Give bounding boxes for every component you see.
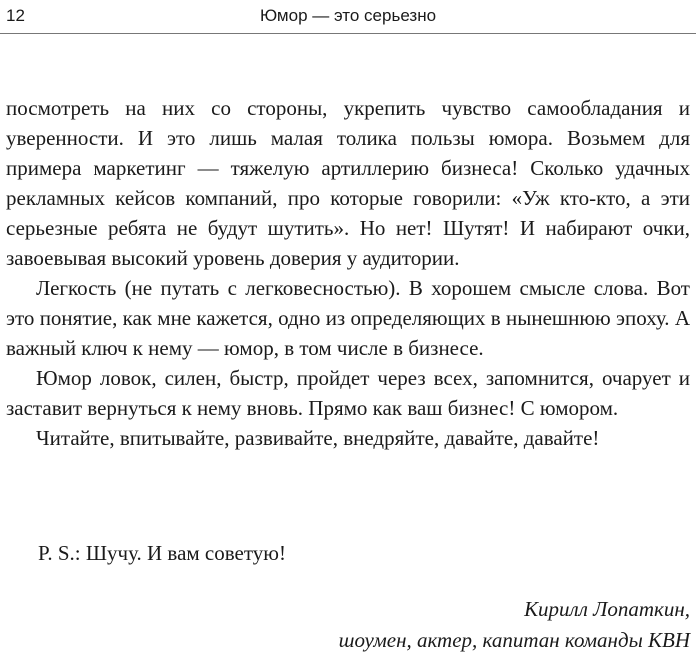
paragraph-3: Юмор ловок, силен, быстр, пройдет через всех, запомнится, очарует и заставит вернуться к нему вновь. Прямо как ваш бизнес! С юмором. bbox=[6, 366, 690, 420]
postscript: P. S.: Шучу. И вам советую! bbox=[38, 541, 286, 565]
paragraph-1: посмотреть на них со стороны, укрепить чувство самообладания и уверенности. И это лишь малая толика пользы юмора. Возьмем для примера маркетинг — тяжелую артиллерию бизнеса! Сколько удачных рекламных кейсов компаний, про которые говорили: «Уж кто-кто, а эти серьезные ребята не будут шутить». Но нет! Шутят! И набирают очки, завоевывая высокий уровень доверия у аудитории. bbox=[6, 96, 690, 270]
header-rule bbox=[0, 33, 696, 34]
body-text bbox=[6, 93, 690, 453]
signature-name: Кирилл Лопаткин, bbox=[524, 597, 690, 621]
running-title: Юмор — это серьезно bbox=[259, 6, 437, 25]
signature-block bbox=[339, 594, 690, 656]
page-header bbox=[0, 0, 696, 34]
paragraph-2: Легкость (не путать с легковесностью). В хорошем смысле слова. Вот это понятие, как мне кажется, одно из определяющих в нынешнюю эпоху. А важный ключ к нему — юмор, в том числе в бизнесе. bbox=[6, 276, 690, 360]
page-number: 12 bbox=[6, 6, 25, 25]
paragraph-4: Читайте, впитывайте, развивайте, внедряйте, давайте, давайте! bbox=[36, 426, 600, 450]
signature-titles: шоумен, актер, капитан команды КВН bbox=[338, 628, 690, 652]
